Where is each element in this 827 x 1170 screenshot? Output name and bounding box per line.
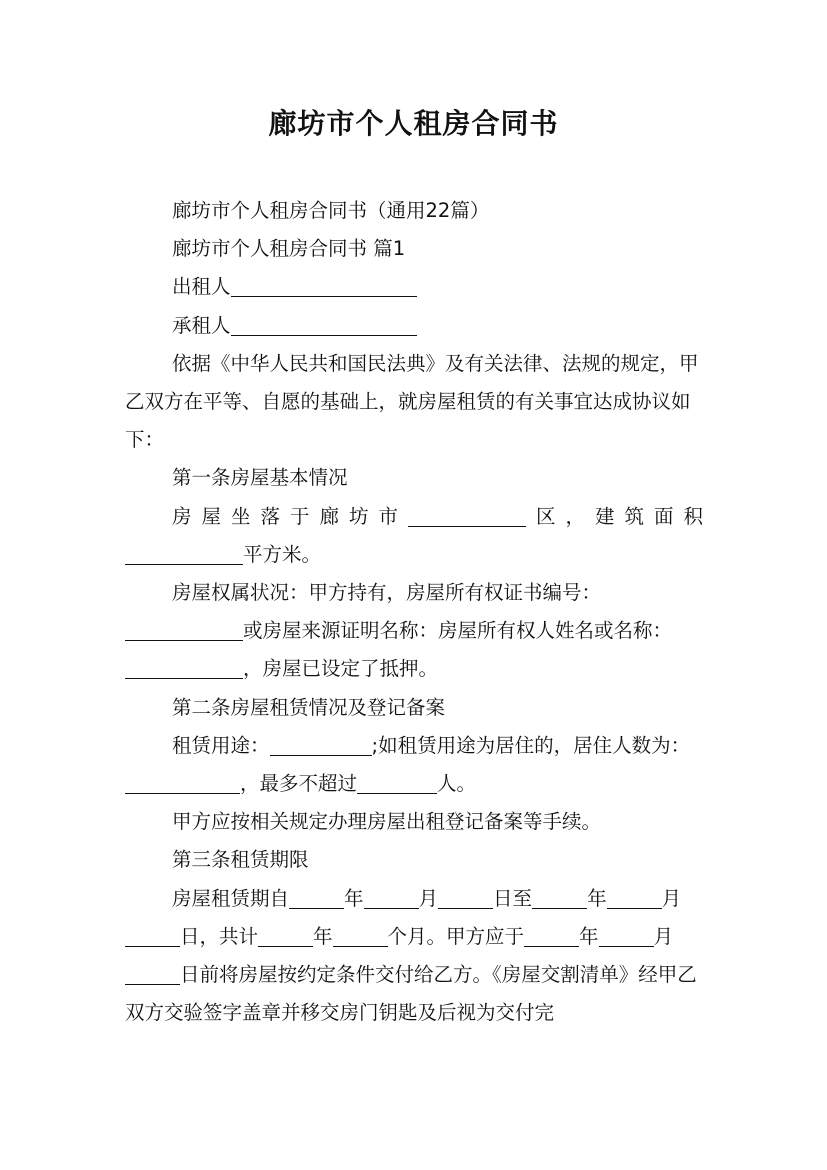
owner-name-blank: [125, 656, 243, 679]
year-label: 年: [579, 924, 599, 948]
end-month-blank: [607, 886, 662, 909]
area-blank: [125, 542, 243, 565]
usage-paragraph: [125, 727, 703, 803]
lessor-label: 出租人: [172, 275, 231, 299]
lessee-label: 承租人: [172, 313, 231, 337]
usage-text-1: 租赁用途：: [172, 733, 270, 757]
occupants-blank: [125, 771, 240, 794]
start-day-blank: [438, 886, 493, 909]
year-label: 年: [313, 924, 333, 948]
article3-heading: 第三条租赁期限: [172, 848, 309, 872]
year-label: 年: [587, 886, 607, 910]
intro-paragraph: 依据《中华人民共和国民法典》及有关法律、法规的规定，甲乙双方在平等、自愿的基础上，就房屋租赁的有关事宜达成协议如下：: [125, 351, 699, 452]
day-to-label: 日至: [493, 886, 533, 910]
term-paragraph: [125, 880, 703, 1033]
registration-paragraph: 甲方应按相关规定办理房屋出租登记备案等手续。: [172, 810, 602, 834]
lessee-blank: [231, 313, 417, 336]
max-occupants-blank: [357, 771, 437, 794]
section-heading: 廊坊市个人租房合同书 篇1: [172, 237, 406, 261]
month-label: 月: [661, 886, 682, 910]
location-text-2: 区，建筑面积: [525, 504, 703, 528]
total-years-blank: [258, 924, 313, 947]
location-line-2: [125, 536, 703, 574]
usage-text-3: ，最多不超过: [240, 772, 358, 796]
delivery-month-blank: [599, 924, 654, 947]
location-text-1: 房屋坐落于廊坊市: [172, 504, 408, 528]
lessor-line: [125, 268, 703, 306]
months-party-label: 个月。甲方应于: [387, 924, 525, 948]
usage-text-2: ;如租赁用途为居住的，居住人数为：: [371, 733, 691, 757]
document-title: 廊坊市个人租房合同书: [268, 107, 559, 140]
delivery-day-blank: [125, 962, 180, 985]
ownership-text-3: ，房屋已设定了抵押。: [243, 657, 439, 681]
document-subtitle: 廊坊市个人租房合同书（通用22篇）: [172, 199, 490, 222]
day-total-label: 日，共计: [180, 924, 259, 948]
usage-text-4: 人。: [437, 772, 477, 796]
end-day-blank: [125, 924, 180, 947]
district-blank: [408, 504, 526, 527]
location-text-3: 平方米。: [243, 542, 322, 566]
delivery-year-blank: [524, 924, 579, 947]
ownership-text-2: 或房屋来源证明名称：房屋所有权人姓名或名称：: [243, 619, 673, 643]
month-label: 月: [418, 886, 439, 910]
total-months-blank: [333, 924, 388, 947]
document-body: [125, 192, 703, 1032]
start-year-blank: [289, 886, 344, 909]
lessor-blank: [231, 274, 417, 297]
end-year-blank: [532, 886, 587, 909]
year-label: 年: [344, 886, 364, 910]
start-month-blank: [364, 886, 419, 909]
article2-heading: 第二条房屋租赁情况及登记备案: [172, 695, 446, 719]
lessee-line: [125, 307, 703, 345]
certificate-blank: [125, 618, 243, 641]
usage-blank: [270, 733, 372, 756]
ownership-text-1: 房屋权属状况：甲方持有，房屋所有权证书编号：: [172, 581, 602, 605]
month-label: 月: [653, 924, 674, 948]
term-prefix: 房屋租赁期自: [172, 886, 290, 910]
location-line-1: [125, 498, 703, 536]
day-delivery-text: 日前将房屋按约定条件交付给乙方。《房屋交割清单》经甲乙双方交验签字盖章并移交房门钥匙及后视为交付完: [125, 963, 697, 1025]
article1-heading: 第一条房屋基本情况: [172, 466, 348, 490]
ownership-paragraph: [125, 574, 703, 689]
